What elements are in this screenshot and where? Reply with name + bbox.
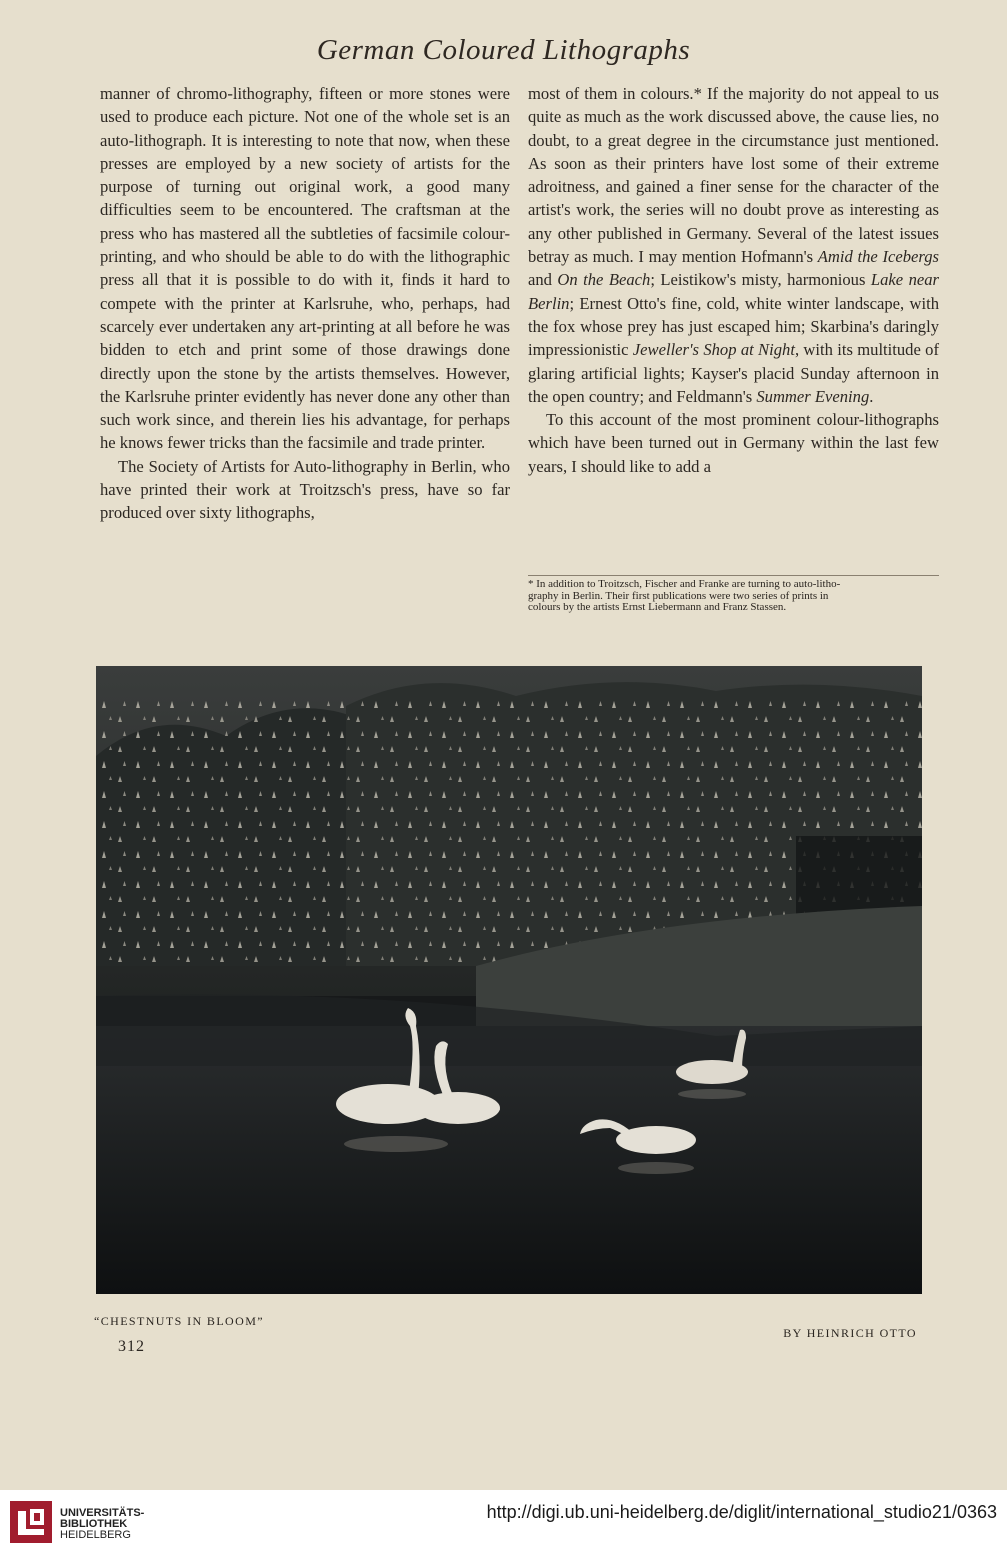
viewer-footer <box>0 1490 1007 1562</box>
text-run: . <box>869 386 874 406</box>
left-paragraph-1: manner of chromo-lithography, fifteen or more stones were used to produce each picture. Not one of the whole set is an auto-lithograph. It is interesting to note that now, when these presses are employed by a new society of artists for the purpose of turning out original work, a good many difficulties seem to be encountered. The craftsman at the press who has mastered all the subtleties of facsimile colour-printing, and who should be able to do with the lithographic press all that it is possible to do with it, finds it hard to compete with the printer at Karlsruhe, who, perhaps, had scarcely ever undertaken any art-printing at all before he was bidden to etch and print some of those drawings done directly upon the stone by the artists themselves. However, the Karlsruhe printer evidently has never done any other than such work since, and therein lies his advantage, for perhaps he knows fewer tricks than the facsimile and trade printer. <box>100 84 510 453</box>
right-paragraph-2: To this account of the most prominent colour-lithographs which have been turned out in Germany within the last few years, I should like to add a <box>528 410 939 476</box>
library-name-line: UNIVERSITÄTS- <box>60 1507 145 1519</box>
footnote-line: * In addition to Troitzsch, Fischer and Franke are turning to auto-litho- <box>528 578 841 590</box>
artwork-title: Lake near Berlin <box>528 270 940 313</box>
right-paragraph-1 <box>528 82 939 408</box>
footnote-line: graphy in Berlin. Their first publications were two series of prints in <box>528 589 829 602</box>
library-name <box>60 1508 144 1541</box>
footnote-line: colours by the artists Ernst Liebermann and Franz Stassen. <box>528 601 787 614</box>
left-column <box>100 82 510 525</box>
right-column <box>528 82 939 478</box>
text-run: ; Leistikow's misty, harmonious <box>650 270 871 290</box>
library-name-line: BIBLIOTHEK <box>60 1518 128 1530</box>
artwork-title: Amid the Icebergs <box>817 247 939 267</box>
footnote <box>528 575 939 614</box>
running-head: German Coloured Lithographs <box>316 34 691 66</box>
lithograph-plate <box>96 666 922 1294</box>
text-run: and <box>528 270 558 290</box>
artwork-title: Summer Evening <box>756 386 870 406</box>
plate-caption-artist: BY HEINRICH OTTO <box>783 1326 917 1340</box>
lake <box>96 1026 922 1294</box>
text-run: ; Ernest Otto's fine, cold, white winter landscape, with the fox whose prey has just escaped him; Skarbina's daringly impressionistic <box>528 293 939 360</box>
page-number: 312 <box>118 1338 145 1355</box>
artwork-title: Jeweller's Shop at Night <box>632 340 795 360</box>
text-run: most of them in colours.* If the majority do not appeal to us quite as much as the work discussed above, the cause lies, no doubt, to a great degree in the circumstance just mentioned. As soon as their printers have lost some of their extreme adroitness, and gained a finer sense for the character of the artist's work, the series will no doubt prove as interesting as any other published in Germany. Several of the latest issues betray as much. I may mention Hofmann's <box>528 84 939 267</box>
artwork-title: On the Beach <box>557 270 651 290</box>
university-library-logo-icon <box>8 1499 54 1545</box>
left-paragraph-2: The Society of Artists for Auto-lithography in Berlin, who have printed their work at Troitzsch's press, have so far produced over sixty lithographs, <box>100 456 510 523</box>
plate-caption-title: “CHESTNUTS IN BLOOM” <box>94 1314 264 1328</box>
library-name-line: HEIDELBERG <box>60 1529 131 1541</box>
source-url-link[interactable]: http://digi.ub.uni-heidelberg.de/diglit/international_studio21/0363 <box>486 1502 997 1522</box>
text-run: , with its multitude of glaring artificial lights; Kayser's placid Sunday afternoon in the open country; and Feldmann's <box>528 340 939 406</box>
swans-on-lake-illustration <box>96 666 922 1294</box>
